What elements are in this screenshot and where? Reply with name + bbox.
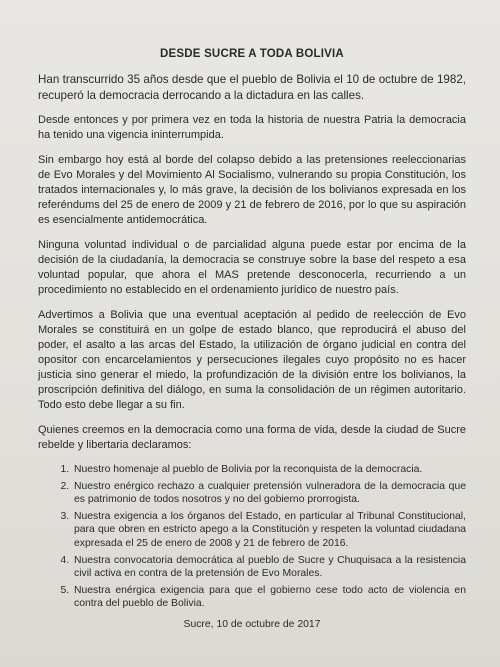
paragraph-3: Sin embargo hoy está al borde del colapso debido a las pretensiones reeleccionarias de Evo Morales y del Movimiento Al Socialismo, vulnerando su propia Constitución, los tratados internacionales y, lo más grave, la decisión de los bolivianos expresada en los referéndums del 25 de enero de 2009 y 21 de febrero de 2016, por lo que su aspiración es esencialmente antidemocrática. — [38, 154, 466, 226]
signoff-date: Sucre, 10 de octubre de 2017 — [183, 618, 321, 630]
declarations-list — [38, 463, 466, 611]
declaration-item: 3. Nuestra exigencia a los órganos del Estado, en particular al Tribunal Constitucional, para que obren en estricto apego a la Constitución y respeten la voluntad ciudadana expresada el 25 de enero de 2008 y 21 de febrero de 2016. — [72, 510, 466, 551]
paragraph-5: Advertimos a Bolivia que una eventual aceptación al pedido de reelección de Evo Morales se constituirá en un golpe de estado blanco, que reproducirá el abuso del poder, el asalto a las arcas del Estado, la utilización de órgano judicial en contra del opositor con encarcelamientos y persecuciones ilegales cuyo propósito no es hacer justicia sino generar el miedo, la profundización de la división entre los bolivianos, la proscripción definitiva del diálogo, en suma la consolidación de un régimen autoritario. Todo esto debe llegar a su fin. — [38, 309, 466, 411]
paragraph-4: Ninguna voluntad individual o de parcialidad alguna puede estar por encima de la decisión de la ciudadanía, la democracia se construye sobre la base del respeto a esa voluntad popular, que ahora el MAS pretende desconocerla, recurriendo a un procedimiento no establecido en el ordenamiento jurídico de nuestro país. — [38, 239, 466, 296]
declaration-item: 4. Nuestra convocatoria democrática al pueblo de Sucre y Chuquisaca a la resistencia civil activa en contra de la pretensión de Evo Morales. — [72, 554, 466, 581]
paragraph-1: Han transcurrido 35 años desde que el pueblo de Bolivia el 10 de octubre de 1982, recuperó la democracia derrocando a la dictadura en las calles. — [38, 73, 466, 102]
declaration-item: 2. Nuestro enérgico rechazo a cualquier pretensión vulneradora de la democracia que es patrimonio de todos nosotros y no del gobierno prorrogista. — [72, 480, 466, 507]
declaration-item: 1. Nuestro homenaje al pueblo de Bolivia por la reconquista de la democracia. — [72, 463, 466, 477]
paragraph-2: Desde entonces y por primera vez en toda la historia de nuestra Patria la democracia ha tenido una vigencia ininterrumpida. — [38, 114, 466, 141]
paragraph-6: Quienes creemos en la democracia como una forma de vida, desde la ciudad de Sucre rebelde y libertaria declaramos: — [38, 424, 466, 451]
document-title: DESDE SUCRE A TODA BOLIVIA — [160, 48, 344, 60]
declaration-item: 5. Nuestra enérgica exigencia para que el gobierno cese todo acto de violencia en contra del pueblo de Bolivia. — [72, 584, 466, 611]
